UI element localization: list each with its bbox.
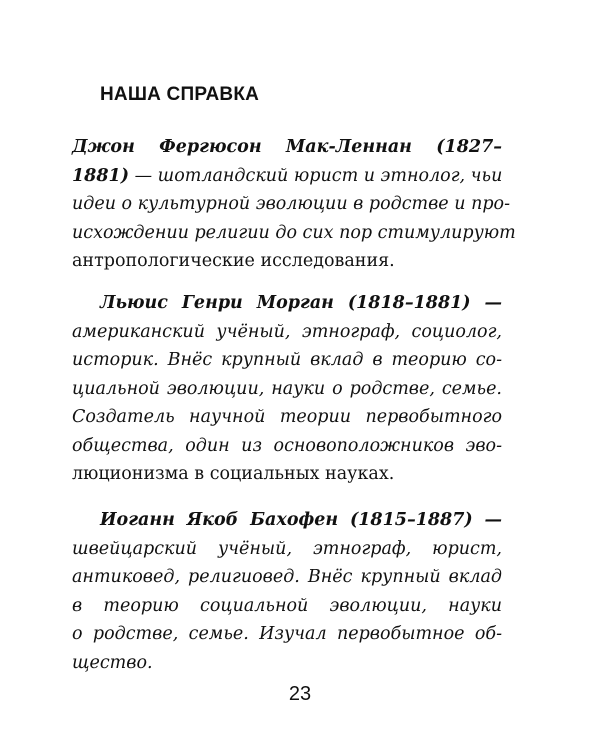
- text-line: Льюис Генри Морган (1818–1881) —: [100, 293, 503, 313]
- page-number: 23: [288, 683, 312, 705]
- text-line: историк. Внёс крупный вклад в теорию со-: [72, 350, 502, 370]
- reference-entry-mclennan: [72, 133, 516, 276]
- person-name: Иоганн Якоб Бахофен (1815–1887): [100, 510, 473, 530]
- reference-entry-morgan: [72, 289, 502, 489]
- text-line: Иоганн Якоб Бахофен (1815–1887) —: [100, 510, 502, 530]
- text-line: в теорию социальной эволюции, науки: [72, 595, 502, 616]
- text-line: циальной эволюции, науки о родстве, семье.: [72, 378, 502, 399]
- text-line: швейцарский учёный, этнограф, юрист,: [72, 538, 502, 559]
- text-line: исхождении религии до сих пор стимулируют: [72, 222, 516, 243]
- text-line: о родстве, семье. Изучал первобытное об-: [72, 624, 502, 644]
- person-name: Джон Фергюсон Мак-Леннан (1827–: [72, 137, 502, 157]
- reference-entry-bachofen: [72, 506, 502, 677]
- text-line: Создатель научной теории первобытного: [72, 407, 502, 427]
- text-line: антропологические исследования.: [72, 251, 395, 271]
- text-line: щество.: [72, 652, 153, 673]
- person-name: Льюис Генри Морган (1818–1881): [100, 293, 471, 313]
- text-line: [72, 133, 502, 162]
- text-line: американский учёный, этнограф, социолог,: [72, 321, 502, 342]
- section-heading: НАША СПРАВКА: [100, 84, 260, 105]
- text-line: антиковед, религиовед. Внёс крупный вклад: [72, 567, 502, 587]
- text-line: люционизма в социальных науках.: [72, 464, 395, 484]
- person-dates: 1881): [72, 165, 129, 186]
- text-line: 1881) — шотландский юрист и этнолог, чьи: [72, 165, 503, 186]
- text-line: общества, один из основоположников эво-: [72, 435, 502, 456]
- text-line: идеи о культурной эволюции в родстве и про-: [72, 194, 510, 214]
